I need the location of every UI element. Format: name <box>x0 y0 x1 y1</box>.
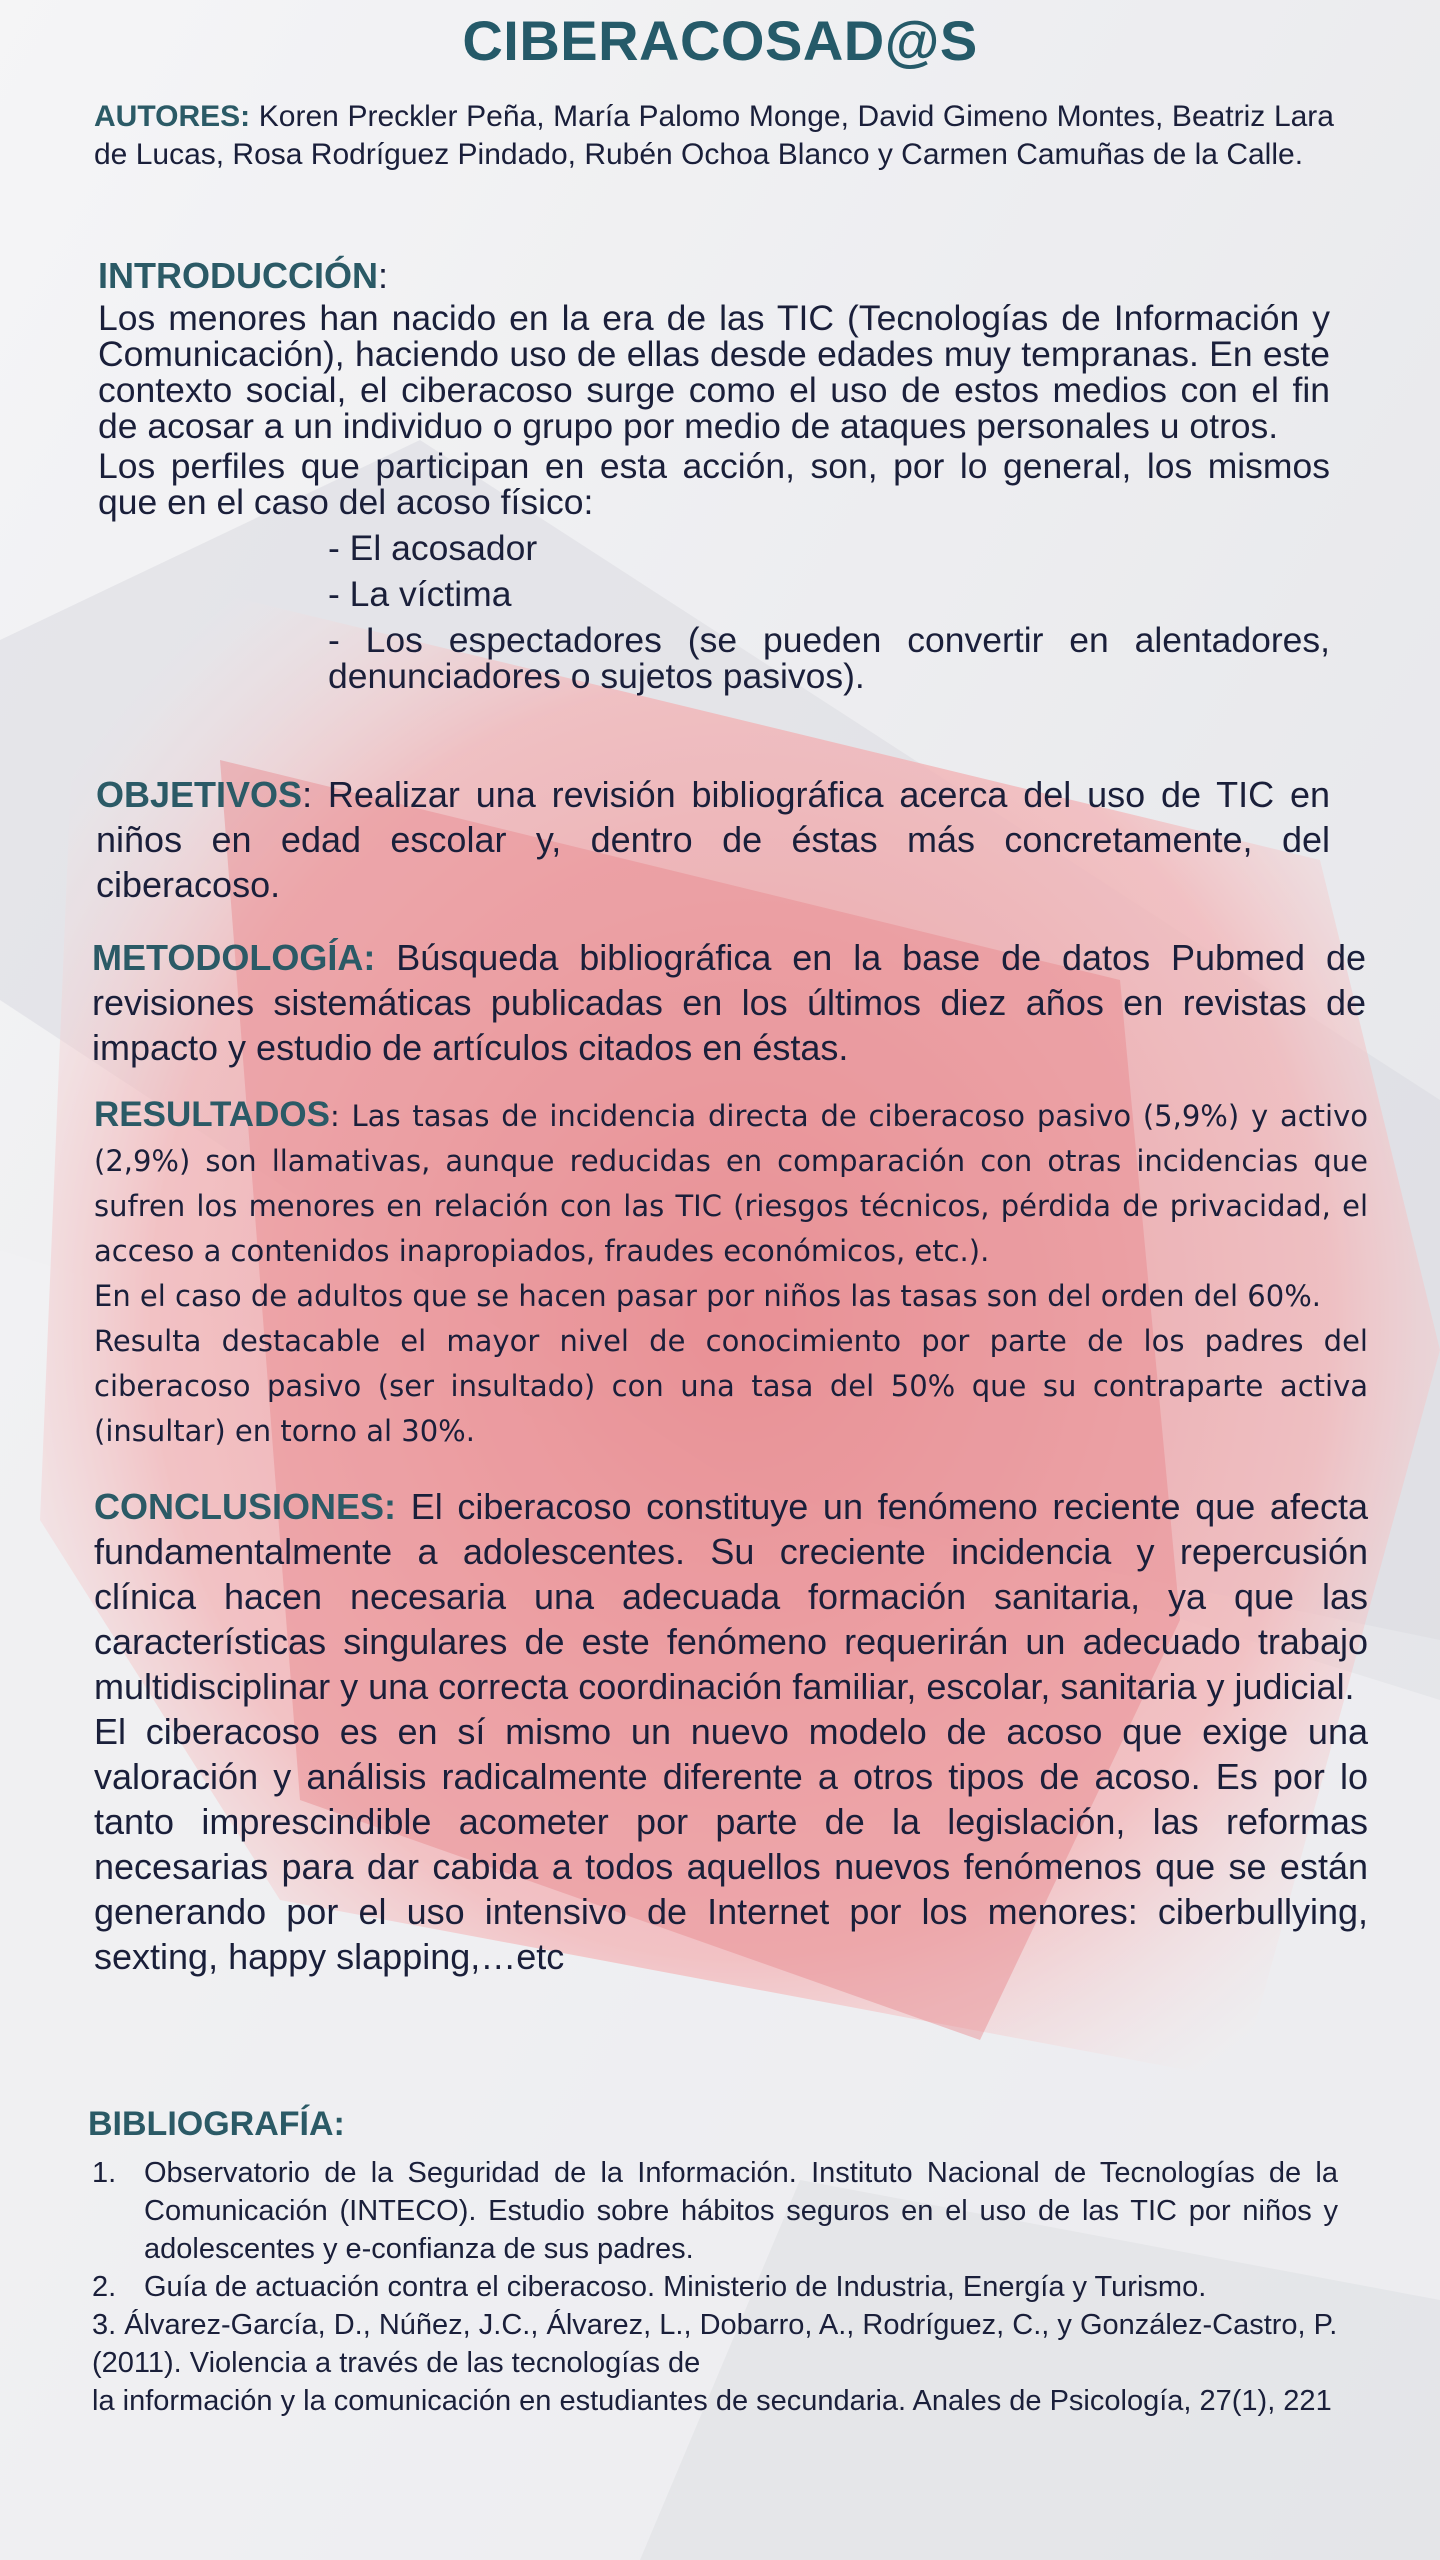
conclusiones-paragraph-1 <box>94 1484 1368 1709</box>
resultados-paragraph-3: Resulta destacable el mayor nivel de conocimiento por parte de los padres del ciberacoso pasivo (ser insultado) con una tasa del 50% que su contraparte activa (insultar) en torno al 30%. <box>94 1324 1368 1448</box>
bibliografia-section <box>88 2094 1338 2420</box>
list-item: - La víctima <box>328 574 512 614</box>
resultados-paragraph-2: En el caso de adultos que se hacen pasar por niños las tasas son del orden del 60%. <box>94 1279 1321 1313</box>
objetivos-text: : Realizar una revisión bibliográfica acerca del uso de TIC en niños en edad escolar y, dentro de éstas más concretamente, del ciberacoso. <box>96 774 1330 905</box>
poster-title: CIBERACOSAD@S <box>462 9 978 72</box>
introduccion-heading: INTRODUCCIÓN <box>98 255 378 296</box>
resultados-section <box>94 1092 1368 1454</box>
reference-item: 3. Álvarez-García, D., Núñez, J.C., Álvarez, L., Dobarro, A., Rodríguez, C., y González-Castro, P. (2011). Violencia a través de las tecnologías de <box>92 2309 1338 2379</box>
metodologia-text: Búsqueda bibliográfica en la base de datos Pubmed de revisiones sistemáticas publicadas en los últimos diez años en revistas de impacto y estudio de artículos citados en éstas. <box>92 937 1366 1068</box>
list-item: - Los espectadores (se pueden convertir en alentadores, denunciadores o sujetos pasivos). <box>328 620 1330 696</box>
perfiles-list <box>328 530 1330 694</box>
reference-list <box>88 2154 1338 2420</box>
list-item: - El acosador <box>328 528 538 568</box>
introduccion-colon: : <box>377 255 388 296</box>
introduccion-section <box>98 252 1330 704</box>
conclusiones-heading: CONCLUSIONES: <box>94 1486 397 1527</box>
reference-number: 2. <box>92 2271 117 2303</box>
authors-label: AUTORES: <box>94 100 251 133</box>
introduccion-heading-line <box>98 252 1330 300</box>
resultados-text-1: : Las tasas de incidencia directa de ciberacoso pasivo (5,9%) y activo (2,9%) son llamativas, aunque reducidas en comparación con otras incidencias que sufren los menores en relación con las TIC (riesgos técnicos, pérdida de privacidad, el acceso a contenidos inapropiados, fraudes económicos, etc.). <box>94 1099 1368 1268</box>
conclusiones-text-1: El ciberacoso constituye un fenómeno reciente que afecta fundamentalmente a adolescentes. Su creciente incidencia y repercusión clínica hacen necesaria una adecuada formación sanitaria, ya que las características singulares de este fenómeno requerirán un adecuado trabajo multidisciplinar y una correcta coordinación familiar, escolar, sanitaria y judicial. <box>94 1486 1368 1707</box>
reference-number: 1. <box>92 2157 117 2189</box>
reference-item-continuation: la información y la comunicación en estudiantes de secundaria. Anales de Psicología, 27(1), 221 <box>92 2385 1332 2417</box>
conclusiones-paragraph-2: El ciberacoso es en sí mismo un nuevo modelo de acoso que exige una valoración y análisis radicalmente diferente a otros tipos de acoso. Es por lo tanto imprescindible acometer por parte de la legislación, las reformas necesarias para dar cabida a todos aquellos nuevos fenómenos que se están generando por el uso intensivo de Internet por los menores: ciberbullying, sexting, happy slapping,…etc <box>94 1711 1368 1977</box>
introduccion-paragraph-2: Los perfiles que participan en esta acción, son, por lo general, los mismos que en el caso del acoso físico: <box>98 446 1330 522</box>
objetivos-heading: OBJETIVOS <box>96 774 303 815</box>
conclusiones-section <box>94 1484 1368 1979</box>
introduccion-paragraph-1: Los menores han nacido en la era de las TIC (Tecnologías de Información y Comunicación), haciendo uso de ellas desde edades muy tempranas. En este contexto social, el ciberacoso surge como el uso de estos medios con el fin de acosar a un individuo o grupo por medio de ataques personales u otros. <box>98 298 1330 446</box>
metodologia-section <box>92 935 1366 1070</box>
reference-item <box>88 2154 1338 2268</box>
bibliografia-heading: BIBLIOGRAFÍA: <box>88 2105 345 2143</box>
objetivos-section <box>96 772 1330 907</box>
authors-names: Koren Preckler Peña, María Palomo Monge, David Gimeno Montes, Beatriz Lara de Lucas, Rosa Rodríguez Pindado, Rubén Ochoa Blanco y Carmen Camuñas de la Calle. <box>94 100 1334 171</box>
resultados-paragraph-1 <box>94 1092 1368 1274</box>
reference-text: Observatorio de la Seguridad de la Información. Instituto Nacional de Tecnologías de la Comunicación (INTECO). Estudio sobre hábitos seguros en el uso de las TIC por niños y adolescentes y e-confianza de sus padres. <box>144 2157 1338 2265</box>
metodologia-heading: METODOLOGÍA: <box>92 937 376 978</box>
resultados-heading: RESULTADOS <box>94 1095 330 1134</box>
authors <box>94 98 1334 174</box>
reference-text: Guía de actuación contra el ciberacoso. Ministerio de Industria, Energía y Turismo. <box>144 2271 1207 2303</box>
reference-item <box>88 2268 1338 2306</box>
